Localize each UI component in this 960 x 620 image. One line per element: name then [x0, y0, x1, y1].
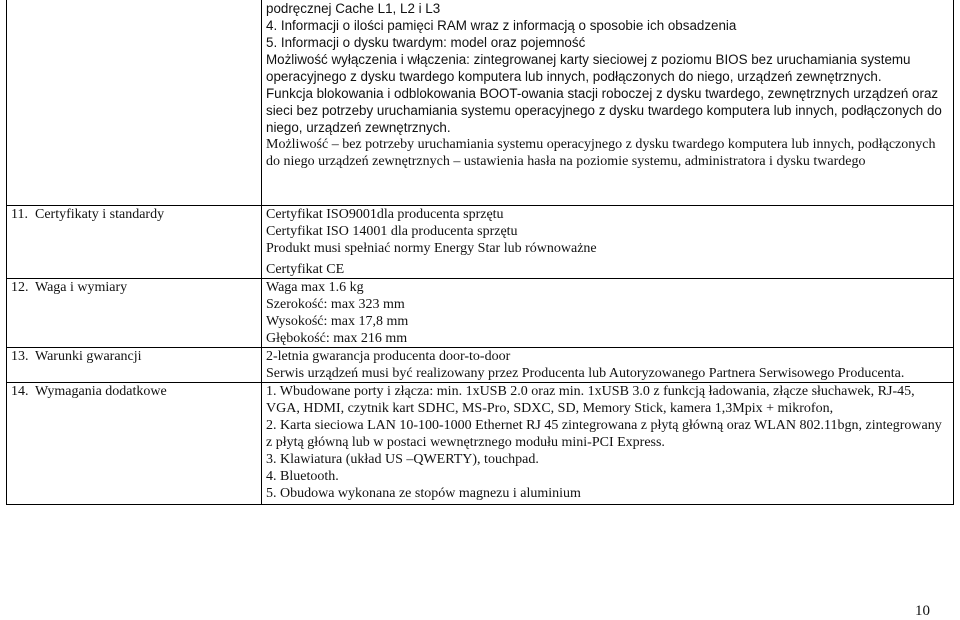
spec-line: podręcznej Cache L1, L2 i L3 [266, 1, 441, 16]
row-label: Warunki gwarancji [35, 349, 142, 364]
spec-line: Certyfikat ISO9001dla producenta sprzętu [266, 207, 504, 222]
row-number: 11. [11, 207, 28, 222]
row-content-cell [262, 383, 954, 505]
spec-line: 2. Karta sieciowa LAN 10-100-1000 Ethernet RJ 45 zintegrowana z płytą główną oraz WLAN 802.11bgn, zintegrowany z płytą główną lub w postaci wewnętrznego modułu mini-PCI Express. [266, 418, 942, 450]
row-label: Certyfikaty i standardy [35, 207, 165, 222]
row-content-cell [262, 0, 954, 206]
spec-table-page [6, 0, 954, 505]
row-number: 14. [11, 384, 29, 399]
table-row-12 [7, 279, 954, 348]
spec-line: 2-letnia gwarancja producenta door-to-door [266, 349, 511, 364]
spec-line: 4. Informacji o ilości pamięci RAM wraz z informacją o sposobie ich obsadzenia [266, 18, 737, 33]
spec-line: Waga max 1.6 kg [266, 280, 364, 295]
table-row-10-continued [7, 0, 954, 206]
row-label-cell [7, 348, 262, 383]
spec-line: Produkt musi spełniać normy Energy Star lub równoważne [266, 241, 597, 256]
spec-line: Funkcja blokowania i odblokowania BOOT-owania stacji roboczej z dysku twardego, zewnętrznych urządzeń oraz sieci bez potrzeby uruchamiania systemu operacyjnego z dysku twardego komputera lub innych, podłączonych do niego, urządzeń zewnętrznych. [266, 86, 942, 135]
row-label-cell [7, 0, 262, 206]
row-number: 13. [11, 349, 29, 364]
row-content-cell [262, 206, 954, 279]
row-label: Waga i wymiary [35, 280, 128, 295]
spec-line: 3. Klawiatura (układ US –QWERTY), touchpad. [266, 452, 539, 467]
spec-line: 5. Obudowa wykonana ze stopów magnezu i aluminium [266, 486, 581, 501]
specification-table [6, 0, 954, 505]
row-content-cell [262, 348, 954, 383]
spec-line: 4. Bluetooth. [266, 469, 339, 484]
row-number: 12. [11, 280, 29, 295]
spec-line: Certyfikat CE [266, 262, 345, 277]
spec-line: Możliwość – bez potrzeby uruchamiania systemu operacyjnego z dysku twardego komputera lub innych, podłączonych do niego urządzeń zewnętrznych – ustawienia hasła na poziomie systemu, administratora i dysku twardego [266, 137, 936, 169]
table-row-13 [7, 348, 954, 383]
row-label-cell [7, 206, 262, 279]
spec-line: 1. Wbudowane porty i złącza: min. 1xUSB 2.0 oraz min. 1xUSB 3.0 z funkcją ładowania, złącze słuchawek, RJ-45, VGA, HDMI, czytnik kart SDHC, MS-Pro, SDXC, SD, Memory Stick, kamera 1,3Mpix + mikrofon, [266, 384, 915, 416]
spec-line: Certyfikat ISO 14001 dla producenta sprzętu [266, 224, 518, 239]
page-number: 10 [915, 603, 930, 619]
spec-line: 5. Informacji o dysku twardym: model oraz pojemność [266, 35, 586, 50]
spec-line: Serwis urządzeń musi być realizowany przez Producenta lub Autoryzowanego Partnera Serwisowego Producenta. [266, 366, 905, 381]
row-label-cell [7, 279, 262, 348]
row-label: Wymagania dodatkowe [35, 384, 167, 399]
table-row-11 [7, 206, 954, 279]
spec-line: Wysokość: max 17,8 mm [266, 314, 409, 329]
row-label-cell [7, 383, 262, 505]
spec-line: Możliwość wyłączenia i włączenia: zintegrowanej karty sieciowej z poziomu BIOS bez uruchamiania systemu operacyjnego z dysku twardego komputera lub innych, podłączonych do niego, urządzeń zewnętrznych. [266, 52, 911, 84]
spec-line: Szerokość: max 323 mm [266, 297, 405, 312]
row-content-cell [262, 279, 954, 348]
spec-line: Głębokość: max 216 mm [266, 331, 408, 346]
table-row-14 [7, 383, 954, 505]
